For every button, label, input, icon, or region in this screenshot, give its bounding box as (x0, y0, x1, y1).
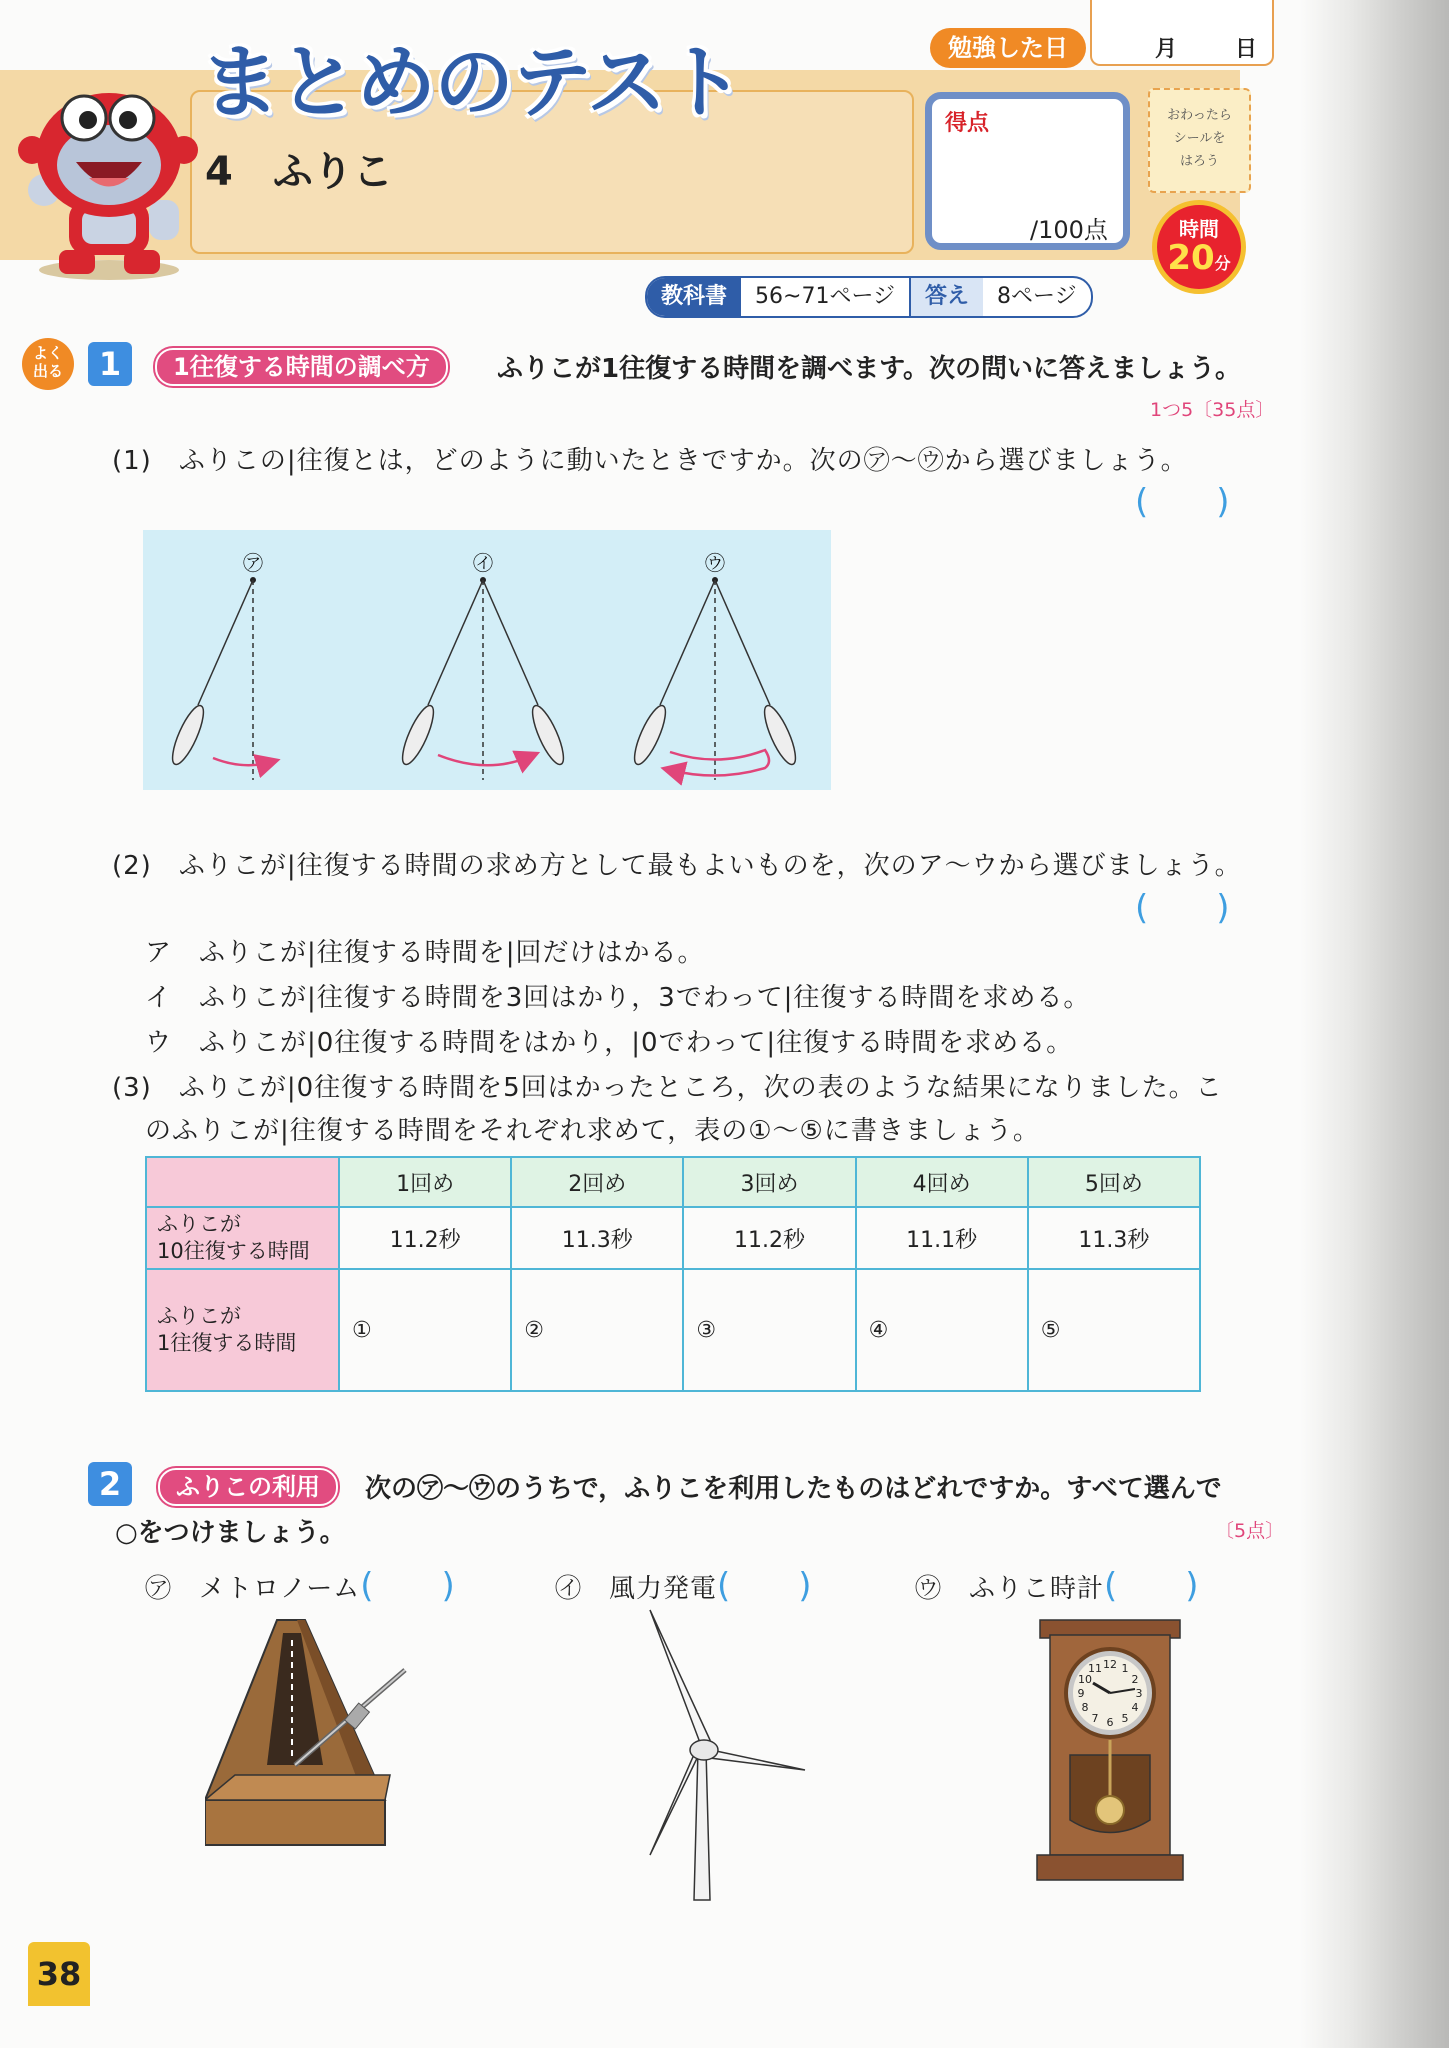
choice-mark: ㋐ (145, 1574, 173, 1604)
clock-numeral: 6 (1106, 1716, 1114, 1729)
clock-numeral: 3 (1135, 1687, 1143, 1700)
pendulum-figure (143, 530, 831, 790)
choice-label: ふりこ時計 (969, 1574, 1105, 1604)
table-header-row (146, 1157, 1200, 1207)
day-label: 日 (1235, 37, 1258, 62)
subquestion-3-cont: のふりこが|往復する時間をそれぞれ求めて，表の①～⑤に書きましょう。 (145, 1116, 1040, 1146)
question-tag: 1往復する時間の調べ方 (155, 348, 448, 386)
answer-cell[interactable]: ④ (856, 1269, 1028, 1391)
sticker-line: シールを (1173, 131, 1226, 146)
answer-blank[interactable]: ( ) (1135, 888, 1230, 928)
table-cell: 11.1秒 (856, 1207, 1028, 1269)
badge-line: よく (32, 344, 63, 362)
row-label-line: 1往復する時間 (157, 1331, 297, 1355)
wind-turbine-icon (630, 1600, 810, 1905)
table-cell: 11.2秒 (339, 1207, 511, 1269)
page-title: まとめのテスト (200, 36, 743, 129)
table-corner (146, 1157, 339, 1207)
points: 1つ5〔35点〕 (1150, 399, 1275, 421)
month-label: 月 (1155, 37, 1178, 62)
badge-line: 出る (32, 362, 63, 380)
table-row (146, 1207, 1200, 1269)
question-text: 次の㋐～㋒のうちで，ふりこを利用したものはどれですか。すべて選んで (365, 1474, 1222, 1504)
answer-cell[interactable]: ② (511, 1269, 683, 1391)
clock-numeral: 11 (1088, 1662, 1102, 1675)
answer-blank[interactable]: ( ) (360, 1566, 455, 1606)
timer-label: 時間 (1179, 217, 1219, 241)
answer-cell[interactable]: ③ (683, 1269, 855, 1391)
row-label-line: 10往復する時間 (157, 1239, 310, 1263)
figure-label-i: ㋑ (473, 551, 493, 575)
table-cell: 11.2秒 (683, 1207, 855, 1269)
sticker-line: はろう (1179, 154, 1219, 169)
row-label (146, 1269, 339, 1391)
choice-label: 風力発電 (609, 1574, 718, 1604)
timer-value: 20 (1167, 238, 1215, 278)
choice-mark: ㋒ (915, 1574, 943, 1604)
answer-page: 8ページ (997, 284, 1077, 309)
answer-blank[interactable]: ( ) (1104, 1566, 1199, 1606)
clock-numeral: 2 (1131, 1673, 1139, 1686)
question-text-cont: ○をつけましょう。 (115, 1518, 346, 1548)
answer-cell[interactable]: ⑤ (1028, 1269, 1200, 1391)
answer-blank[interactable]: ( ) (717, 1566, 812, 1606)
robot-mascot-icon (14, 70, 199, 285)
subquestion-1: (1) ふりこの|往復とは，どのように動いたときですか。次の㋐～㋒から選びましょう。 (112, 446, 1188, 476)
table-cell: 11.3秒 (1028, 1207, 1200, 1269)
clock-numeral: 7 (1091, 1712, 1099, 1725)
figure-label-a: ㋐ (243, 551, 263, 575)
clock-numeral: 9 (1077, 1687, 1085, 1700)
row-label (146, 1207, 339, 1269)
option-u: ウ ふりこが|0往復する時間をはかり，|0でわって|往復する時間を求める。 (145, 1028, 1074, 1058)
choice-metronome (145, 1558, 455, 1607)
answer-blank[interactable]: ( ) (1135, 482, 1230, 522)
subquestion-2: (2) ふりこが|往復する時間の求め方として最もよいものを，次のア～ウから選びましょう。 (112, 851, 1242, 881)
table-header: 1回め (339, 1157, 511, 1207)
choice-label: メトロノーム (199, 1574, 361, 1604)
studied-date-label: 勉強した日 (930, 28, 1086, 68)
figure-label-u: ㋒ (705, 551, 725, 575)
score-label: 得点 (945, 111, 990, 136)
option-i: イ ふりこが|往復する時間を3回はかり，3でわって|往復する時間を求める。 (145, 983, 1091, 1013)
question-number: 1 (88, 342, 132, 386)
textbook-pages: 56~71ページ (755, 284, 895, 309)
option-a: ア ふりこが|往復する時間を|回だけはかる。 (145, 938, 705, 968)
timer-unit: 分 (1214, 254, 1231, 273)
table-header: 4回め (856, 1157, 1028, 1207)
timer-badge (1152, 200, 1246, 294)
clock-numeral: 5 (1121, 1712, 1129, 1725)
sticker-area[interactable] (1148, 88, 1251, 193)
question-text: ふりこが1往復する時間を調べます。次の問いに答えましょう。 (497, 354, 1242, 384)
unit-title: 4 ふりこ (205, 149, 393, 195)
clock-numeral: 1 (1121, 1662, 1129, 1675)
score-max: /100点 (1030, 216, 1108, 244)
table-header: 2回め (511, 1157, 683, 1207)
question-tag: ふりこの利用 (158, 1468, 338, 1506)
answer-cell[interactable]: ① (339, 1269, 511, 1391)
clock-numeral: 10 (1078, 1673, 1092, 1686)
row-label-line: ふりこが (157, 1212, 241, 1236)
table-header: 5回め (1028, 1157, 1200, 1207)
results-table (145, 1156, 1201, 1392)
subquestion-3: (3) ふりこが|0往復する時間を5回はかったところ，次の表のような結果になりました。こ (112, 1073, 1223, 1103)
clock-numeral: 8 (1081, 1701, 1089, 1714)
sticker-line: おわったら (1167, 108, 1232, 123)
question-number: 2 (88, 1462, 132, 1506)
page-number: 38 (28, 1942, 90, 2006)
textbook-label: 教科書 (647, 278, 741, 316)
frequent-badge (22, 338, 74, 390)
table-cell: 11.3秒 (511, 1207, 683, 1269)
table-row (146, 1269, 1200, 1391)
choice-pendulum-clock (915, 1558, 1199, 1607)
metronome-icon (205, 1615, 415, 1850)
row-label-line: ふりこが (157, 1304, 241, 1328)
pendulum-clock-icon (1035, 1615, 1185, 1885)
points: 〔5点〕 (1215, 1520, 1285, 1542)
clock-numeral: 12 (1103, 1658, 1117, 1671)
reference-bar (645, 276, 1093, 318)
answer-label: 答え (909, 278, 983, 316)
clock-numeral: 4 (1131, 1701, 1139, 1714)
table-header: 3回め (683, 1157, 855, 1207)
choice-mark: ㋑ (555, 1574, 583, 1604)
